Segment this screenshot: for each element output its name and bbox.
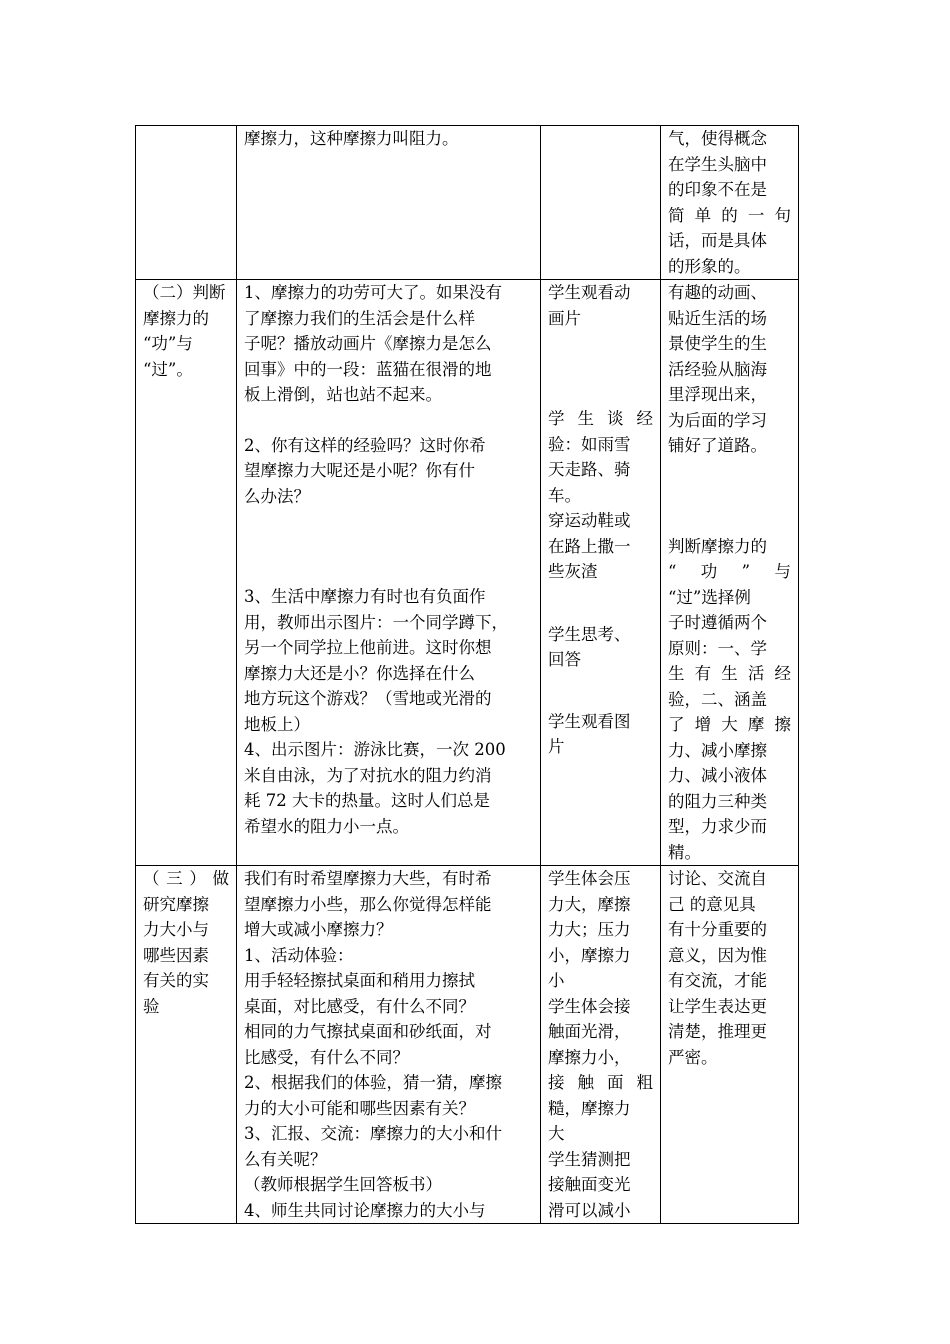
- text-line: 精。: [668, 842, 701, 862]
- text-line: 在学生头脑中: [668, 154, 767, 174]
- text-line: 哪些因素: [143, 945, 209, 965]
- text-line: 小: [548, 971, 565, 990]
- text-line: 滑可以减小: [548, 1200, 631, 1220]
- text-line: 验，二、涵盖: [668, 689, 767, 709]
- text-line: 增大或减小摩擦力？: [244, 920, 393, 939]
- text-line: 力大，摩擦: [548, 894, 631, 914]
- text-line: 望摩擦力小些，那么你觉得怎样能: [244, 894, 492, 914]
- text-line: 判断摩擦力的: [668, 536, 767, 556]
- text-line: （二）判断: [143, 283, 226, 302]
- teacher-activity-cell: [237, 126, 541, 280]
- text-line: 4、出示图片：游泳比赛，一次 200: [244, 740, 506, 759]
- text-line: 用，教师出示图片：一个同学蹲下，: [244, 612, 508, 632]
- text-line: 摩擦力大还是小？你选择在什么: [244, 663, 475, 683]
- table-row: [136, 126, 799, 280]
- table-row: [136, 280, 799, 866]
- text-line: 学生猜测把: [548, 1149, 631, 1169]
- text-line: 大: [548, 1124, 565, 1143]
- text-line: “过”。: [143, 359, 193, 379]
- text-line: 3、生活中摩擦力有时也有负面作: [244, 587, 486, 606]
- text-line: 摩擦力小，: [548, 1047, 631, 1067]
- text-line: 严密。: [668, 1047, 718, 1067]
- text-line: 的印象不在是: [668, 180, 767, 199]
- text-line: 有趣的动画、: [668, 283, 767, 302]
- text-line: 铺好了道路。: [668, 436, 767, 455]
- text-line: 片: [548, 737, 565, 756]
- text-line: 接触面变光: [548, 1175, 631, 1194]
- lesson-plan-table: [135, 125, 799, 1224]
- text-line: 回答: [548, 650, 581, 669]
- text-line: 活经验从脑海: [668, 359, 767, 379]
- text-line: 意义，因为惟: [668, 945, 767, 965]
- text-line: 2、你有这样的经验吗？这时你希: [244, 435, 486, 455]
- text-line: “功”与: [143, 334, 193, 353]
- text-line: 板上滑倒，站也站不起来。: [244, 385, 442, 404]
- text-line: 另一个同学拉上他前进。这时你想: [244, 638, 492, 657]
- text-line: 桌面，对比感受，有什么不同？: [244, 996, 475, 1016]
- text-line: 有十分重要的: [668, 920, 767, 939]
- text-line: 型，力求少而: [668, 817, 767, 836]
- text-line: 气，使得概念: [668, 129, 767, 148]
- text-line: 了增大摩擦: [668, 715, 791, 734]
- text-line: 耗 72 大卡的热量。这时人们总是: [244, 791, 490, 810]
- text-line: 的阻力三种类: [668, 791, 767, 811]
- text-line: 力、减小液体: [668, 766, 767, 785]
- text-line: 学生体会接: [548, 996, 631, 1016]
- text-line: 的形象的。: [668, 256, 751, 276]
- text-line: 了摩擦力我们的生活会是什么样: [244, 308, 475, 328]
- text-line: 学生体会压: [548, 869, 631, 888]
- text-line: 回事》中的一段：蓝猫在很滑的地: [244, 359, 492, 379]
- student-activity-cell: [541, 126, 661, 280]
- text-line: 有关的实: [143, 971, 209, 990]
- text-line: 车。: [548, 485, 581, 505]
- text-line: 学生观看图: [548, 711, 631, 731]
- text-line: 景使学生的生: [668, 334, 767, 353]
- text-line: 希望水的阻力小一点。: [244, 816, 409, 836]
- stage-cell: [136, 866, 237, 1224]
- text-line: “功”与: [668, 562, 791, 581]
- text-line: 1、活动体验：: [244, 945, 354, 965]
- text-line: 为后面的学习: [668, 410, 767, 430]
- text-line: 里浮现出来，: [668, 385, 767, 404]
- teacher-activity-cell: [237, 866, 541, 1224]
- text-line: 验：如雨雪: [548, 434, 631, 454]
- text-line: 1、摩擦力的功劳可大了。如果没有: [244, 283, 502, 302]
- text-line: 地方玩这个游戏？（雪地或光滑的: [244, 689, 492, 708]
- text-line: 有交流，才能: [668, 971, 767, 990]
- design-purpose-cell: [661, 126, 799, 280]
- text-line: 研究摩擦: [143, 894, 209, 914]
- text-line: 验: [143, 996, 160, 1016]
- text-line: 望摩擦力大呢还是小呢？你有什: [244, 461, 475, 480]
- text-line: 么办法？: [244, 486, 310, 506]
- text-line: 3、汇报、交流：摩擦力的大小和什: [244, 1124, 502, 1143]
- text-line: 些灰渣: [548, 562, 598, 581]
- student-activity-cell: [541, 280, 661, 866]
- text-line: 4、师生共同讨论摩擦力的大小与: [244, 1200, 486, 1220]
- teacher-activity-cell: [237, 280, 541, 866]
- text-line: 我们有时希望摩擦力大些，有时希: [244, 869, 492, 888]
- text-line: 力大；压力: [548, 920, 631, 939]
- text-line: 穿运动鞋或: [548, 511, 631, 530]
- stage-cell: [136, 280, 237, 866]
- text-line: （教师根据学生回答板书）: [244, 1175, 442, 1194]
- text-line: 相同的力气擦拭桌面和砂纸面，对: [244, 1022, 492, 1041]
- text-line: 2、根据我们的体验，猜一猜，摩擦: [244, 1073, 502, 1092]
- text-line: 简单的一句: [668, 205, 791, 225]
- text-line: 学生思考、: [548, 624, 631, 644]
- text-line: 话，而是具体: [668, 231, 767, 250]
- text-line: （三）做: [143, 869, 229, 888]
- text-line: 画片: [548, 308, 581, 328]
- text-line: 贴近生活的场: [668, 308, 767, 328]
- student-activity-cell: [541, 866, 661, 1224]
- text-line: 小，摩擦力: [548, 945, 631, 965]
- text-line: 接触面粗: [548, 1073, 653, 1092]
- text-line: 比感受，有什么不同？: [244, 1047, 409, 1067]
- text-line: 触面光滑，: [548, 1022, 631, 1041]
- table-row: [136, 866, 799, 1224]
- text-line: 力大小与: [143, 920, 209, 939]
- text-line: 讨论、交流自: [668, 869, 767, 888]
- text-line: 学生观看动: [548, 283, 631, 302]
- design-purpose-cell: [661, 280, 799, 866]
- text-line: 子时遵循两个: [668, 613, 767, 632]
- stage-cell: [136, 126, 237, 280]
- text-line: 地板上）: [244, 714, 310, 734]
- text-line: 摩擦力的: [143, 308, 209, 328]
- text-line: 己 的意见具: [668, 894, 756, 914]
- text-line: 用手轻轻擦拭桌面和稍用力擦拭: [244, 971, 475, 990]
- text-line: 生有生活经: [668, 664, 791, 683]
- text-line: 让学生表达更: [668, 996, 767, 1016]
- text-line: 力、减小摩擦: [668, 740, 767, 760]
- text-line: 在路上撒一: [548, 536, 631, 556]
- text-line: 力的大小可能和哪些因素有关？: [244, 1098, 475, 1118]
- text-line: 原则：一、学: [668, 638, 767, 658]
- text-line: 学生谈经: [548, 409, 653, 428]
- text-line: 糙，摩擦力: [548, 1098, 631, 1118]
- text-line: 清楚，推理更: [668, 1022, 767, 1041]
- text-line: 摩擦力，这种摩擦力叫阻力。: [244, 129, 459, 148]
- text-line: 子呢？播放动画片《摩擦力是怎么: [244, 334, 492, 353]
- design-purpose-cell: [661, 866, 799, 1224]
- text-line: 天走路、骑: [548, 460, 631, 479]
- text-line: “过”选择例: [668, 587, 751, 607]
- text-line: 米自由泳，为了对抗水的阻力约消: [244, 765, 492, 785]
- text-line: 么有关呢？: [244, 1149, 327, 1169]
